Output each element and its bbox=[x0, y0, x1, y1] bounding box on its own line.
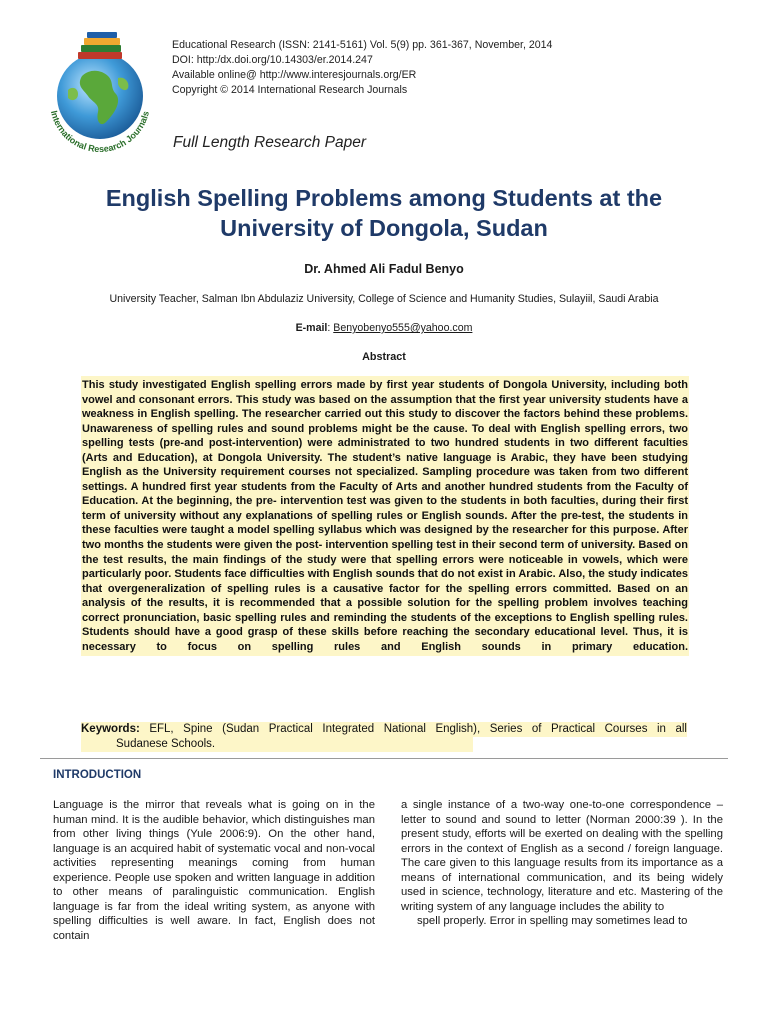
author-affiliation: University Teacher, Salman Ibn Abdulaziz University, College of Science and Humanity Studies, Sulayiil, Saudi Arabia bbox=[109, 293, 659, 305]
keywords-text-1: EFL, Spine (Sudan Practical Integrated National English), Series of Practical Courses in all bbox=[149, 723, 687, 735]
intro-column-left bbox=[53, 798, 375, 943]
title-line-1: English Spelling Problems among Students at the bbox=[105, 185, 663, 211]
paper-title bbox=[40, 183, 728, 243]
intro-paragraph-right-last: spell properly. Error in spelling may sometimes lead to bbox=[417, 915, 688, 927]
intro-column-right bbox=[401, 798, 723, 929]
title-line-2: University of Dongola, Sudan bbox=[220, 215, 548, 241]
abstract-box bbox=[81, 376, 689, 656]
available-line[interactable]: Available online@ http://www.interesjournals.org/ER bbox=[172, 69, 417, 81]
introduction-heading: INTRODUCTION bbox=[53, 769, 142, 781]
paper-type: Full Length Research Paper bbox=[173, 134, 367, 151]
email-link[interactable]: Benyobenyo555@yahoo.com bbox=[333, 322, 473, 334]
citation-line: Educational Research (ISSN: 2141-5161) Vol. 5(9) pp. 361-367, November, 2014 bbox=[172, 39, 553, 51]
journal-meta bbox=[172, 38, 732, 98]
logo-lettering: International Research Journals bbox=[48, 109, 151, 154]
email-separator: : bbox=[327, 322, 334, 334]
keywords-line-2: Sudanese Schools. bbox=[81, 737, 473, 752]
journal-logo bbox=[38, 30, 162, 154]
copyright-line: Copyright © 2014 International Research Journals bbox=[172, 84, 408, 96]
abstract-text: This study investigated English spelling errors made by first year students of Dongola University, including both vowel and consonant errors. This study was based on the assumption that the first year university students have a weakness in English spelling. The researcher carried out this study to discover the factors behind these problems. Unawareness of spelling rules and sound problems might be the cause. To deal with English spelling errors, two spelling tests (pre-and post-intervention) were administrated to two hundred students in two different faculties (Arts and Education), at Dongola University. The student’s native language is Arabic, they have been studying English as the University requirement courses not specialized. Sampling procedure was taken from two different settings. A hundred first year students from the Faculty of Arts and another hundred students from the Faculty of Education. At the beginning, the pre- intervention test was given to the students in both faculties, during their first term of university without any explanations of spelling rules or English sounds. After the pre-test, the students in these faculties were taught a model spelling syllabus which was designed by the researcher for this purpose. After two months the students were given the post- intervention spelling test in their second term of university. Based on the test results, the main findings of the study were that spelling errors were noticeable in vowels, which were particularly poor. Students face difficulties with English sounds that do not exist in Arabic. Also, the study indicates that overgeneralization of spelling rules is a causative factor for the spelling errors committed. Based on an analysis of the results, it is recommended that a possible solution for the spelling problem involves teaching correct pronunciation, basic spelling rules and reminding the students of the exceptions to English spelling rules. Students should have a good grasp of these skills before reaching the secondary educational level. Thus, it is necessary to focus on spelling rules and English sounds in primary education. bbox=[82, 379, 688, 653]
keywords-line-1 bbox=[81, 722, 687, 737]
intro-paragraph-right: a single instance of a two-way one-to-one correspondence – letter to sound and sound to letter (Norman 2000:39 ). In the present study, efforts will be exerted on dealing with the spelling errors in the context of English as a second / foreign language. The care given to this language results from its importance as a means of international communication, and its being widely used in science, technology, literature and etc. Mastering of the writing system of any language includes the ability to bbox=[401, 799, 723, 913]
keywords bbox=[81, 722, 687, 752]
doi-line[interactable]: DOI: http:/dx.doi.org/10.14303/er.2014.247 bbox=[172, 54, 373, 66]
section-divider bbox=[40, 758, 728, 759]
email-label: E-mail bbox=[295, 322, 328, 334]
author-name: Dr. Ahmed Ali Fadul Benyo bbox=[304, 262, 464, 276]
keywords-label: Keywords: bbox=[81, 723, 140, 735]
intro-paragraph-left: Language is the mirror that reveals what is going on in the human mind. It is the audible behavior, which distinguishes man from other living things (Yule 2006:9). On the other hand, language is an acquired habit of systematic vocal and non-vocal activities representing meanings coming from human experience. People use spoken and written language in addition to other means of paralinguistic communication. English language is far from the ideal writing system, as anyone with spelling difficulties is well aware. In fact, English does not contain bbox=[53, 799, 375, 942]
abstract-heading: Abstract bbox=[362, 351, 406, 363]
email-line bbox=[40, 322, 728, 334]
